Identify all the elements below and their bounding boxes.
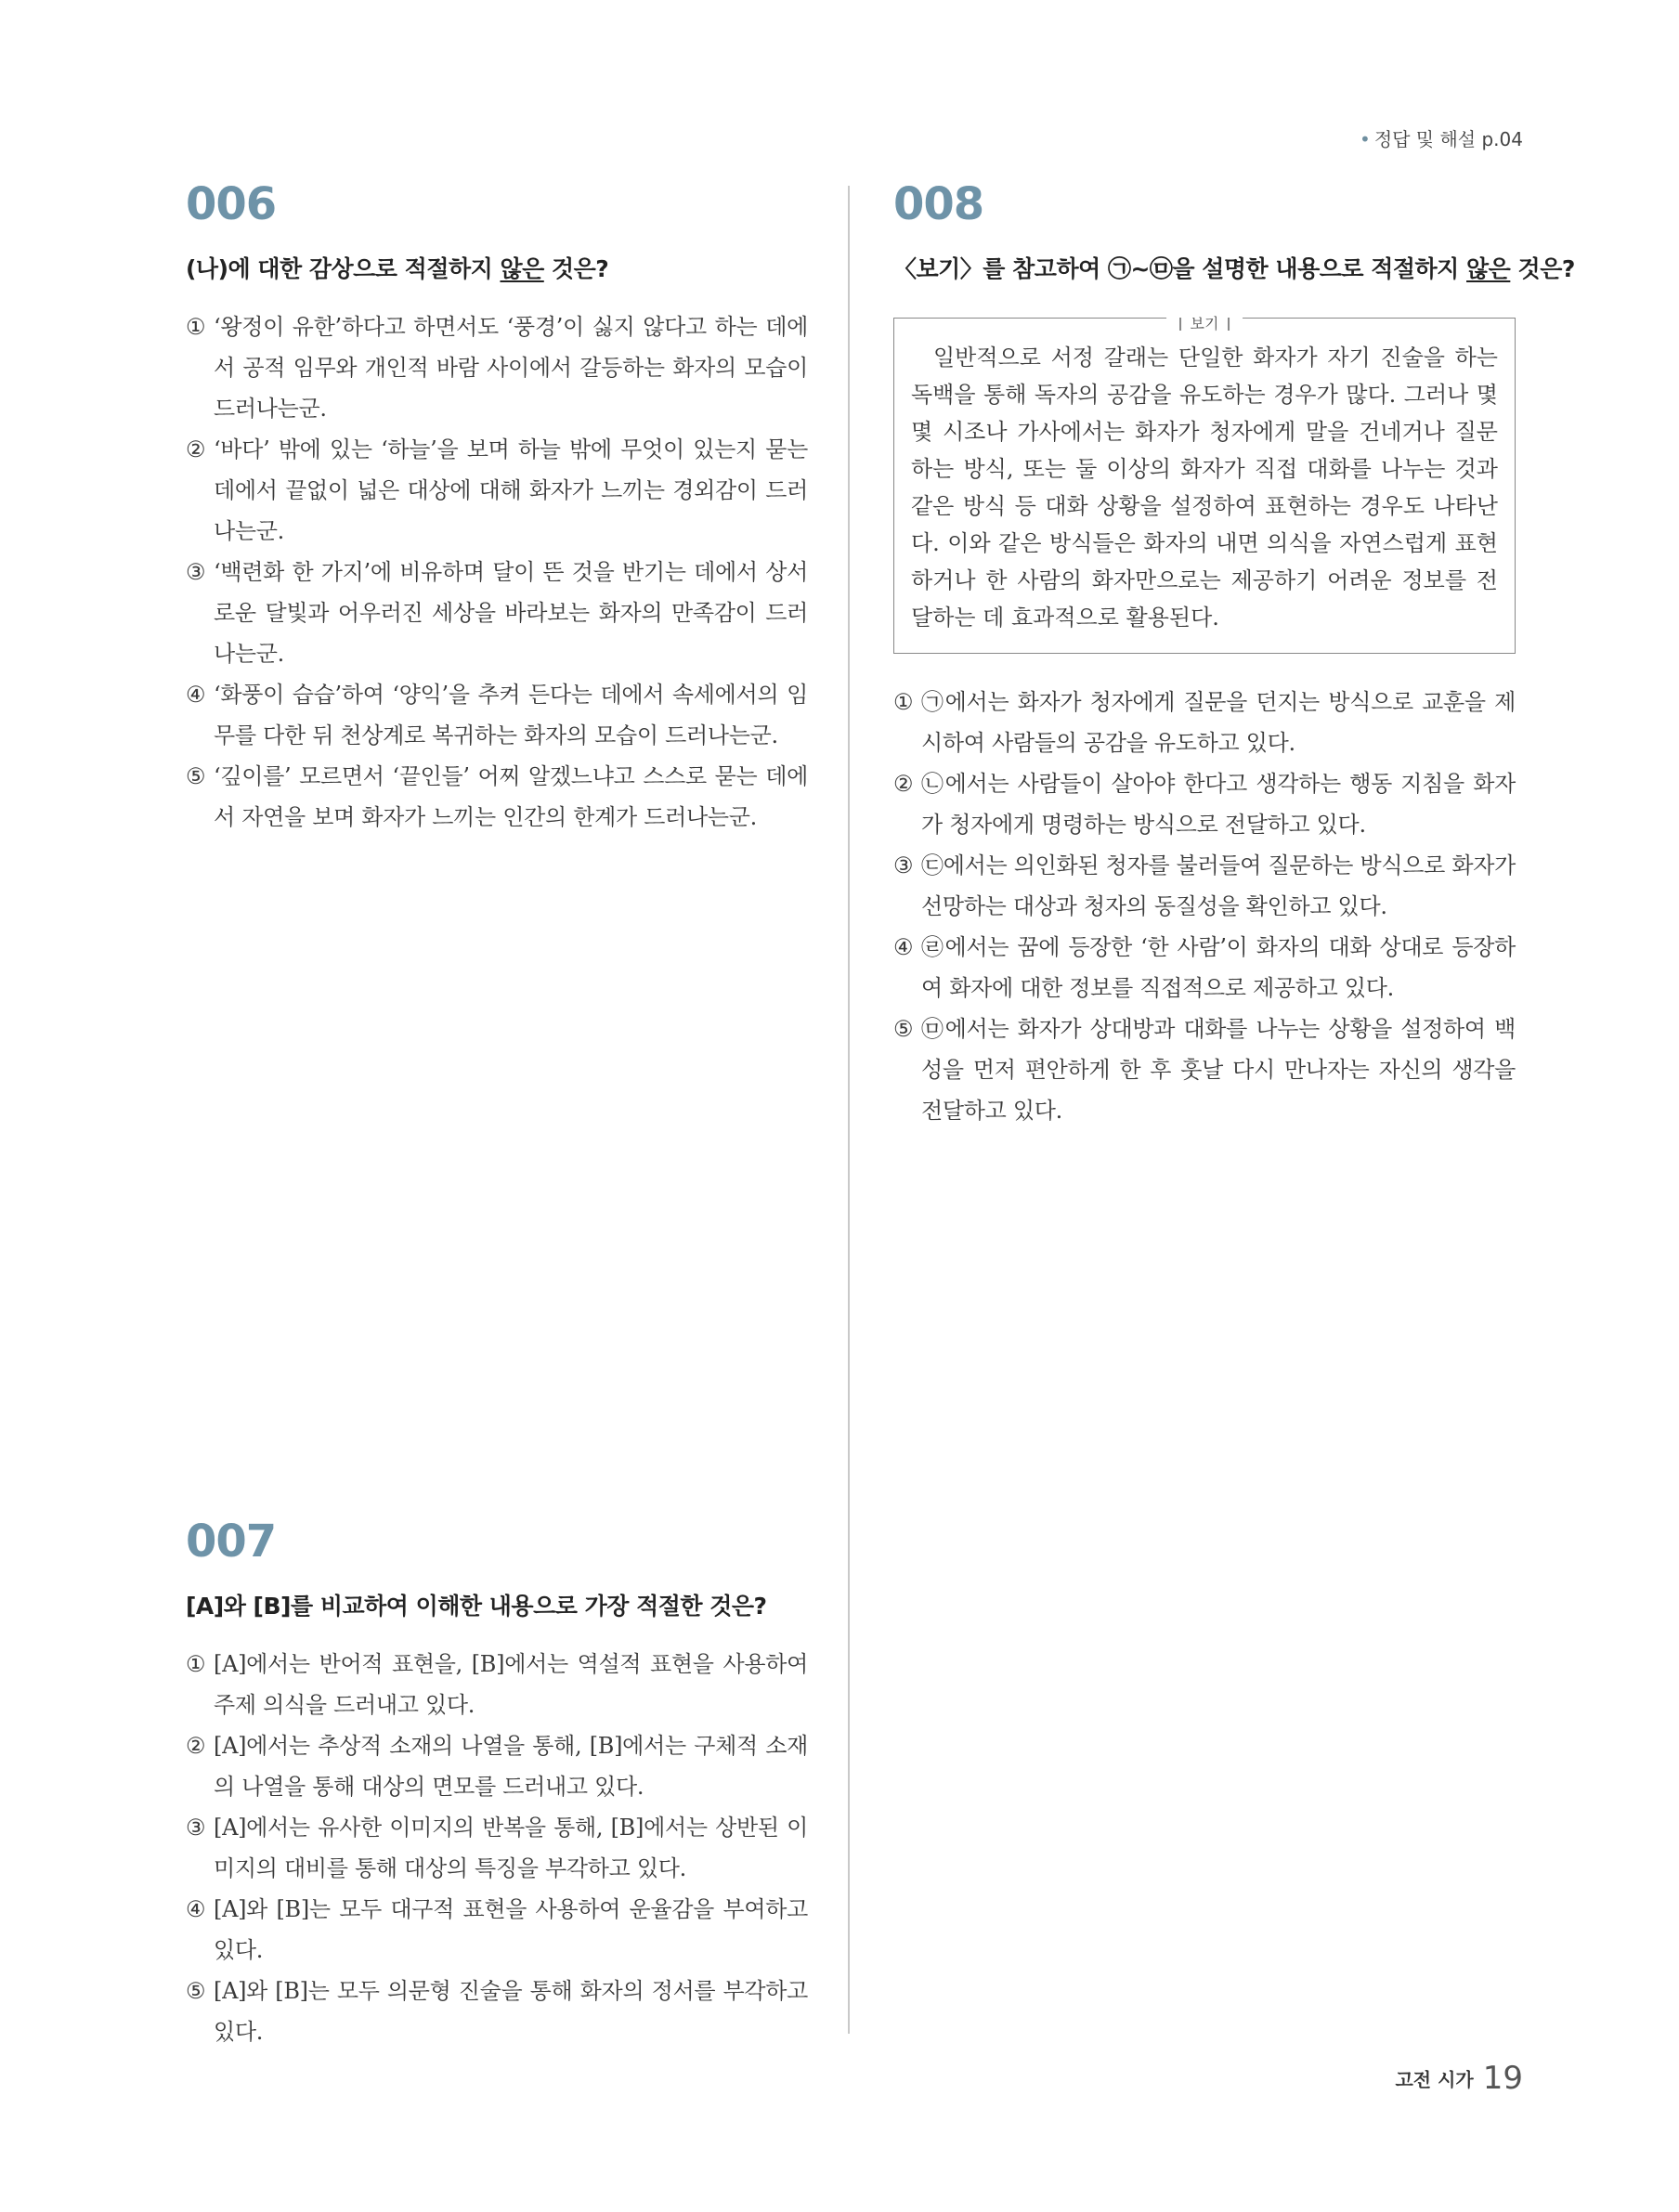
choice-item[interactable]: ① ㉠에서는 화자가 청자에게 질문을 던지는 방식으로 교훈을 제시하여 사람들의 공감을 유도하고 있다. [893, 689, 1516, 756]
section-title: 고전 시가 [1395, 2068, 1474, 2091]
bogi-box [893, 315, 1516, 654]
question-prompt: (나)에 대한 감상으로 적절하지 않은 것은? [186, 255, 609, 282]
question-008 [893, 178, 1575, 1131]
page-number: 19 [1482, 2060, 1523, 2097]
emphasis-underline: 않은 [1466, 255, 1511, 282]
choice-item[interactable]: ③ [A]에서는 유사한 이미지의 반복을 통해, [B]에서는 상반된 이미지의 대비를 통해 대상의 특징을 부각하고 있다. [186, 1815, 808, 1881]
column-divider [848, 186, 850, 2034]
choice-item[interactable]: ① ‘왕정이 유한’하다고 하면서도 ‘풍경’이 싫지 않다고 하는 데에서 공적 임무와 개인적 바람 사이에서 갈등하는 화자의 모습이 드러나는군. [186, 314, 808, 422]
choice-list [893, 682, 1516, 1131]
choice-item[interactable]: ④ [A]와 [B]는 모두 대구적 표현을 사용하여 운율감을 부여하고 있다. [186, 1896, 808, 1963]
question-prompt: [A]와 [B]를 비교하여 이해한 내용으로 가장 적절한 것은? [186, 1593, 767, 1620]
label-tick [1179, 318, 1181, 331]
choice-item[interactable]: ⑤ ㉤에서는 화자가 상대방과 대화를 나누는 상황을 설정하여 백성을 먼저 편안하게 한 후 훗날 다시 만나자는 자신의 생각을 전달하고 있다. [893, 1016, 1516, 1124]
page-footer [1374, 2060, 1523, 2097]
emphasis-underline: 않은 [500, 255, 544, 282]
choice-item[interactable]: ④ ㉣에서는 꿈에 등장한 ‘한 사람’이 화자의 대화 상대로 등장하여 화자에 대한 정보를 직접적으로 제공하고 있다. [893, 934, 1516, 1001]
choice-item[interactable]: ① [A]에서는 반어적 표현을, [B]에서는 역설적 표현을 사용하여 주제 의식을 드러내고 있다. [186, 1651, 808, 1718]
choice-item[interactable]: ④ ‘화풍이 습습’하여 ‘양익’을 추켜 든다는 데에서 속세에서의 임무를 다한 뒤 천상계로 복귀하는 화자의 모습이 드러나는군. [186, 682, 808, 748]
bullet-icon: • [1360, 128, 1371, 150]
bogi-text: 일반적으로 서정 갈래는 단일한 화자가 자기 진술을 하는 독백을 통해 독자의 공감을 유도하는 경우가 많다. 그러나 몇몇 시조나 가사에서는 화자가 청자에게 말을 건네거나 질문하는 방식, 또는 둘 이상의 화자가 직접 대화를 나누는 것과 같은 방식 등 대화 상황을 설정하여 표현하는 경우도 나타난다. 이와 같은 방식들은 화자의 내면 의식을 자연스럽게 표현하거나 한 사람의 화자만으로는 제공하기 어려운 정보를 전달하는 데 효과적으로 활용된다. [911, 345, 1498, 631]
choice-item[interactable]: ⑤ [A]와 [B]는 모두 의문형 진술을 통해 화자의 정서를 부각하고 있다. [186, 1978, 808, 2045]
answer-reference [1291, 124, 1523, 151]
choice-item[interactable]: ⑤ ‘깊이를’ 모르면서 ‘끝인들’ 어찌 알겠느냐고 스스로 묻는 데에서 자연을 보며 화자가 느끼는 인간의 한계가 드러나는군. [186, 763, 808, 830]
choice-item[interactable]: ③ ㉢에서는 의인화된 청자를 불러들여 질문하는 방식으로 화자가 선망하는 대상과 청자의 동질성을 확인하고 있다. [893, 852, 1516, 919]
choice-list [186, 1644, 808, 2052]
choice-item[interactable]: ③ ‘백련화 한 가지’에 비유하며 달이 뜬 것을 반기는 데에서 상서로운 달빛과 어우러진 세상을 바라보는 화자의 만족감이 드러나는군. [186, 559, 808, 667]
bogi-label: 보기 [1166, 306, 1243, 343]
choice-list [186, 306, 808, 838]
question-007 [186, 1516, 808, 2052]
label-tick [1228, 318, 1230, 331]
choice-item[interactable]: ② ㉡에서는 사람들이 살아야 한다고 생각하는 행동 지침을 화자가 청자에게 명령하는 방식으로 전달하고 있다. [893, 771, 1516, 838]
choice-item[interactable]: ② ‘바다’ 밖에 있는 ‘하늘’을 보며 하늘 밖에 무엇이 있는지 묻는 데에서 끝없이 넓은 대상에 대해 화자가 느끼는 경외감이 드러나는군. [186, 436, 808, 544]
answer-reference-text: 정답 및 해설 p.04 [1373, 128, 1523, 150]
question-number: 006 [186, 178, 277, 230]
choice-item[interactable]: ② [A]에서는 추상적 소재의 나열을 통해, [B]에서는 구체적 소재의 나열을 통해 대상의 면모를 드러내고 있다. [186, 1733, 808, 1800]
question-prompt: 〈보기〉를 참고하여 ㉠~㉤을 설명한 내용으로 적절하지 않은 것은? [893, 255, 1575, 282]
question-number: 008 [893, 178, 984, 230]
question-006 [186, 178, 808, 838]
question-number: 007 [186, 1516, 277, 1568]
